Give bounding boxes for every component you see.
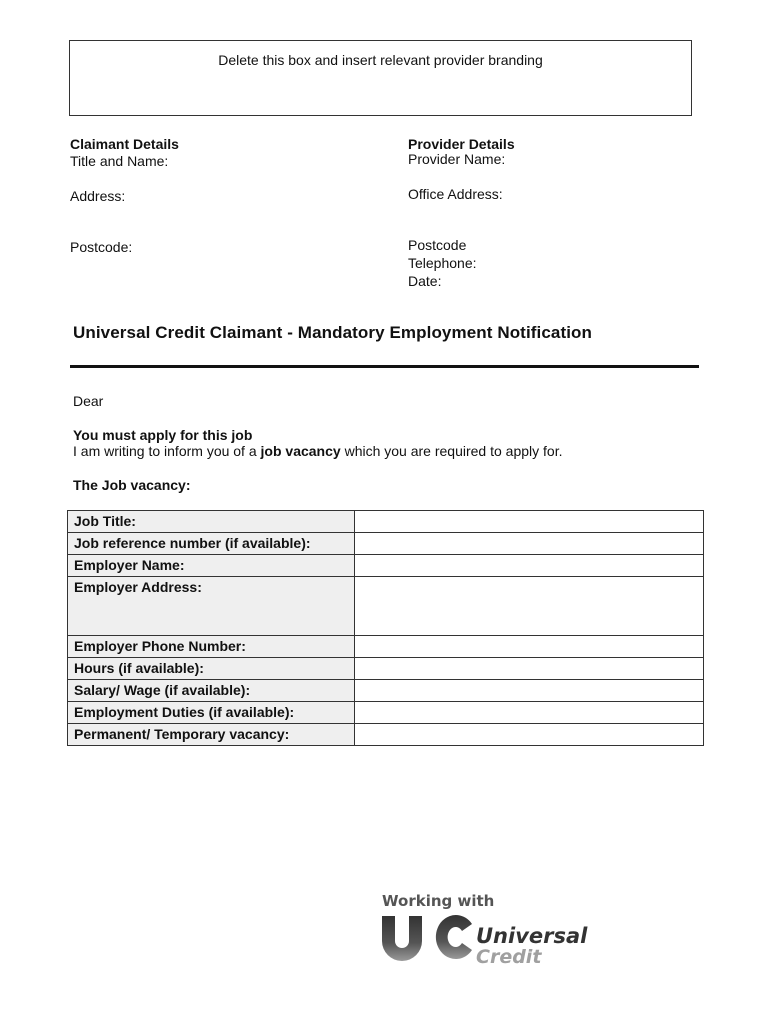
row-value-field[interactable] — [355, 533, 704, 555]
intro-text-bold: job vacancy — [260, 443, 341, 459]
row-label: Employer Address: — [68, 577, 355, 636]
branding-placeholder-text: Delete this box and insert relevant provider branding — [218, 52, 543, 68]
claimant-postcode-label: Postcode: — [70, 239, 133, 255]
logo-working-with-text: Working with — [382, 892, 495, 910]
row-label: Job reference number (if available): — [68, 533, 355, 555]
table-row — [68, 533, 704, 555]
row-value-field[interactable] — [355, 680, 704, 702]
row-label: Employment Duties (if available): — [68, 702, 355, 724]
table-row — [68, 680, 704, 702]
row-value-field[interactable] — [355, 555, 704, 577]
intro-paragraph — [73, 443, 562, 459]
claimant-details-heading: Claimant Details — [70, 136, 179, 152]
logo-universal-text: Universal — [476, 924, 588, 948]
provider-date-label: Date: — [408, 273, 442, 289]
row-label: Permanent/ Temporary vacancy: — [68, 724, 355, 746]
row-value-field[interactable] — [355, 577, 704, 636]
intro-text-start: I am writing to inform you of a — [73, 443, 261, 459]
table-row — [68, 724, 704, 746]
universal-credit-logo-graphic — [380, 890, 590, 970]
row-label: Salary/ Wage (if available): — [68, 680, 355, 702]
row-value-field[interactable] — [355, 724, 704, 746]
table-row — [68, 658, 704, 680]
claimant-address-label: Address: — [70, 188, 126, 204]
provider-details-heading: Provider Details — [408, 136, 515, 152]
branding-placeholder-box — [69, 40, 692, 116]
logo-u-letter — [382, 916, 422, 961]
table-row — [68, 577, 704, 636]
row-label: Hours (if available): — [68, 658, 355, 680]
row-label: Job Title: — [68, 511, 355, 533]
row-label: Employer Name: — [68, 555, 355, 577]
provider-telephone-label: Telephone: — [408, 255, 477, 271]
logo-c-letter — [436, 915, 472, 959]
table-row — [68, 511, 704, 533]
table-row — [68, 636, 704, 658]
claimant-title-name-label: Title and Name: — [70, 153, 169, 169]
universal-credit-logo — [380, 890, 590, 970]
row-label: Employer Phone Number: — [68, 636, 355, 658]
salutation: Dear — [73, 393, 104, 409]
row-value-field[interactable] — [355, 511, 704, 533]
provider-name-label: Provider Name: — [408, 151, 506, 167]
provider-postcode-label: Postcode — [408, 237, 467, 253]
table-row — [68, 555, 704, 577]
row-value-field[interactable] — [355, 658, 704, 680]
page-title: Universal Credit Claimant - Mandatory Employment Notification — [73, 323, 593, 342]
vacancy-heading: The Job vacancy: — [73, 477, 191, 493]
intro-text-end: which you are required to apply for. — [340, 443, 563, 459]
row-value-field[interactable] — [355, 702, 704, 724]
vacancy-table — [67, 510, 704, 746]
table-row — [68, 702, 704, 724]
must-apply-heading: You must apply for this job — [73, 427, 253, 443]
logo-credit-text: Credit — [476, 946, 542, 968]
row-value-field[interactable] — [355, 636, 704, 658]
title-divider — [70, 365, 699, 368]
provider-office-address-label: Office Address: — [408, 186, 503, 202]
